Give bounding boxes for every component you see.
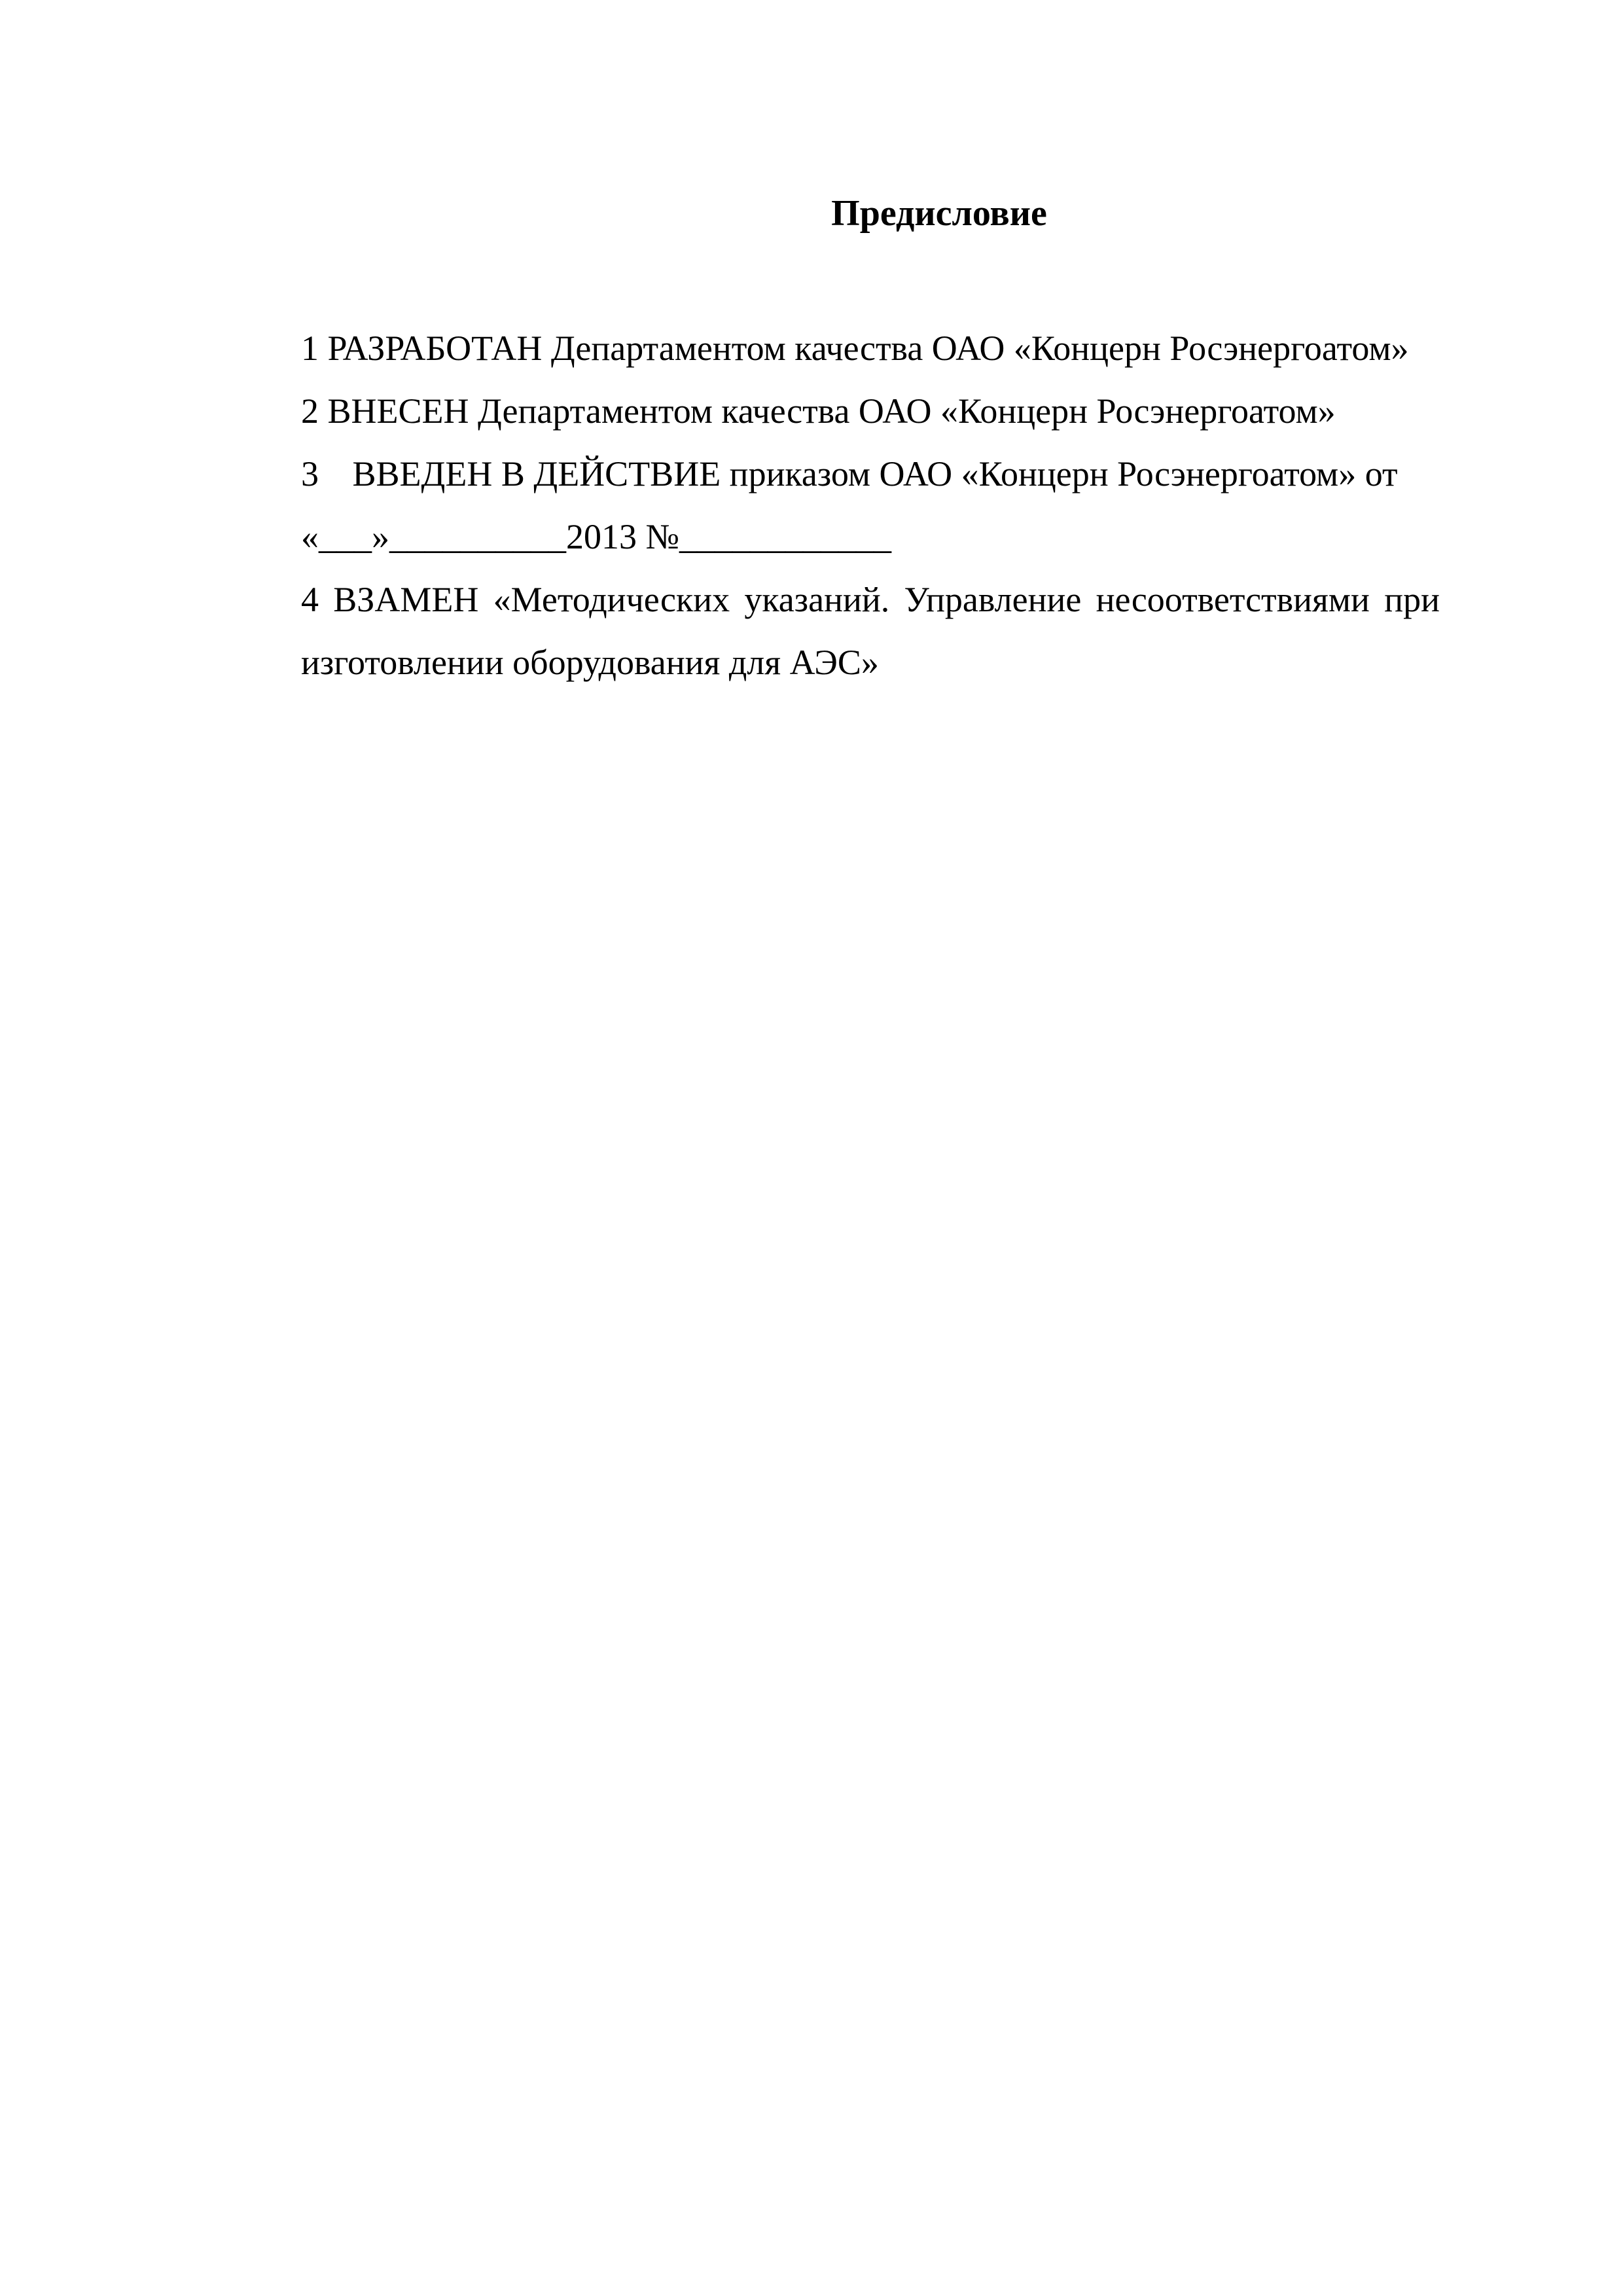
- item-text: ВЗАМЕН «Методических указаний. Управление несоответствиями при: [333, 580, 1440, 619]
- preface-item-3: [301, 448, 1440, 500]
- item-text: РАЗРАБОТАН Департаментом качества ОАО «Концерн Росэнергоатом»: [327, 329, 1409, 368]
- item-number: 2: [301, 391, 319, 431]
- preface-item-4: [301, 573, 1440, 626]
- page-title: Предисловие: [831, 193, 1047, 234]
- item-number: 1: [301, 329, 319, 368]
- preface-item-2: [301, 385, 1440, 437]
- item-text: ВВЕДЕН В ДЕЙСТВИЕ приказом ОАО «Концерн Росэнергоатом» от: [352, 454, 1398, 493]
- item-text: ВНЕСЕН Департаментом качества ОАО «Концерн Росэнергоатом»: [327, 391, 1336, 431]
- preface-item-3-date-line: «___»__________2013 №____________: [301, 517, 892, 556]
- preface-item-4-continuation: изготовлении оборудования для АЭС»: [301, 643, 879, 682]
- item-number: 3: [301, 454, 319, 493]
- item-number: 4: [301, 580, 319, 619]
- preface-item-1: [301, 322, 1440, 374]
